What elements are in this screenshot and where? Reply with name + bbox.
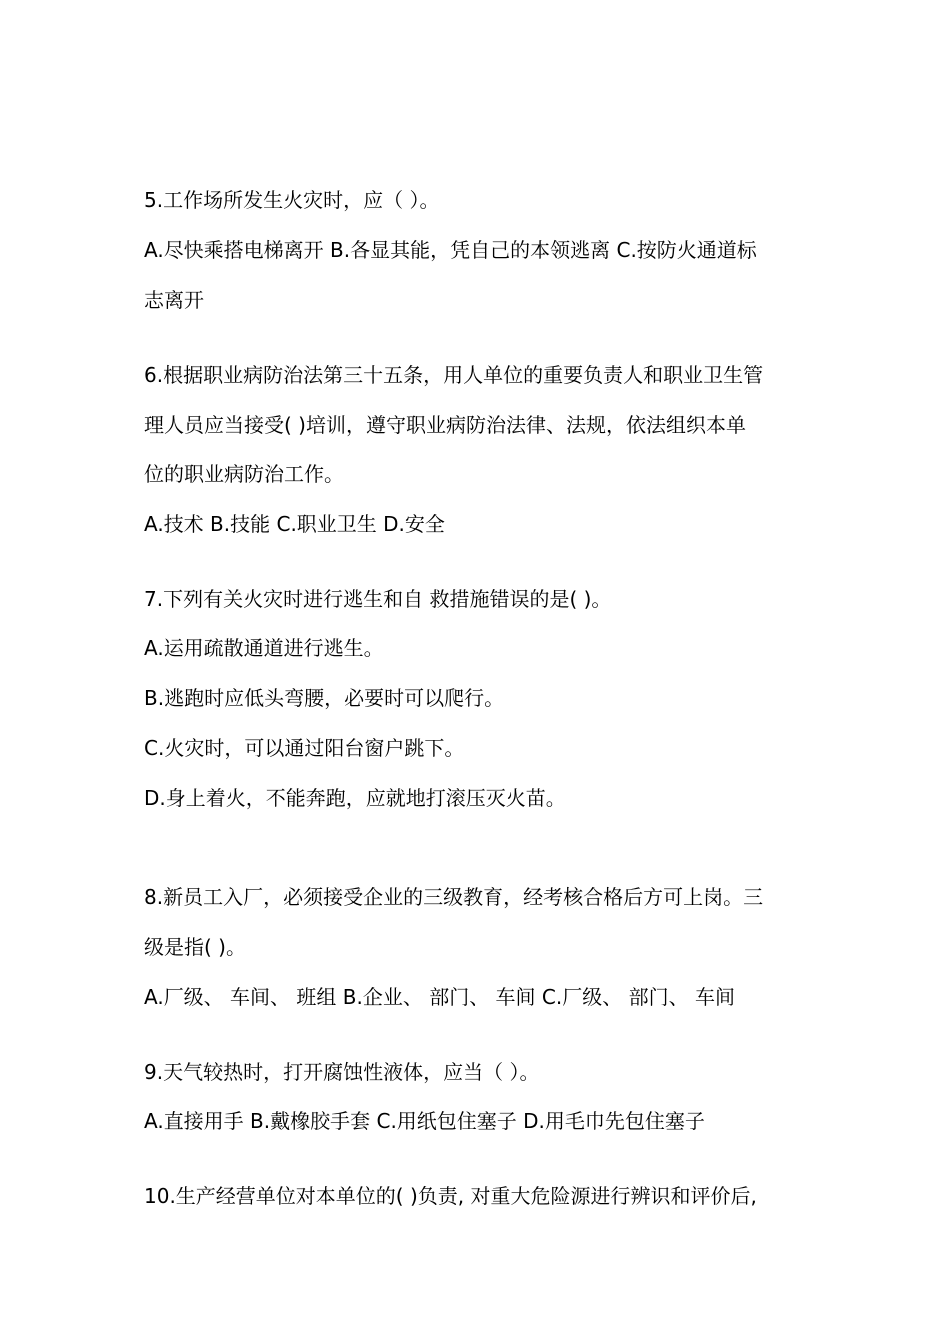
- question-5-options-cont: 志离开: [144, 288, 204, 312]
- question-10-stem: 10.生产经营单位对本单位的( )负责, 对重大危险源进行辨识和评价后,: [144, 1184, 757, 1208]
- question-6-stem-cont: 理人员应当接受( )培训，遵守职业病防治法律、法规，依法组织本单: [144, 413, 746, 437]
- question-7-option-d: D.身上着火，不能奔跑，应就地打滚压灭火苗。: [144, 786, 566, 810]
- question-7-option-a: A.运用疏散通道进行逃生。: [144, 636, 384, 660]
- question-8-options: A.厂级、 车间、 班组 B.企业、 部门、 车间 C.厂级、 部门、 车间: [144, 985, 735, 1009]
- question-9-options: A.直接用手 B.戴橡胶手套 C.用纸包住塞子 D.用毛巾先包住塞子: [144, 1109, 705, 1133]
- question-6-options: A.技术 B.技能 C.职业卫生 D.安全: [144, 512, 445, 536]
- question-9-stem: 9.天气较热时，打开腐蚀性液体，应当（ ）。: [144, 1060, 540, 1084]
- question-7-stem: 7.下列有关火灾时进行逃生和自 救措施错误的是( )。: [144, 587, 612, 611]
- question-7-option-b: B.逃跑时应低头弯腰，必要时可以爬行。: [144, 686, 505, 710]
- question-7-option-c: C.火灾时，可以通过阳台窗户跳下。: [144, 736, 465, 760]
- question-8-stem-cont: 级是指( )。: [144, 935, 246, 959]
- question-6-stem: 6.根据职业病防治法第三十五条，用人单位的重要负责人和职业卫生管: [144, 363, 764, 387]
- question-5-options: A.尽快乘搭电梯离开 B.各显其能，凭自己的本领逃离 C.按防火通道标: [144, 238, 757, 262]
- question-5-stem: 5.工作场所发生火灾时，应（ ）。: [144, 188, 440, 212]
- question-6-stem-cont: 位的职业病防治工作。: [144, 462, 344, 486]
- question-8-stem: 8.新员工入厂，必须接受企业的三级教育，经考核合格后方可上岗。三: [144, 885, 764, 909]
